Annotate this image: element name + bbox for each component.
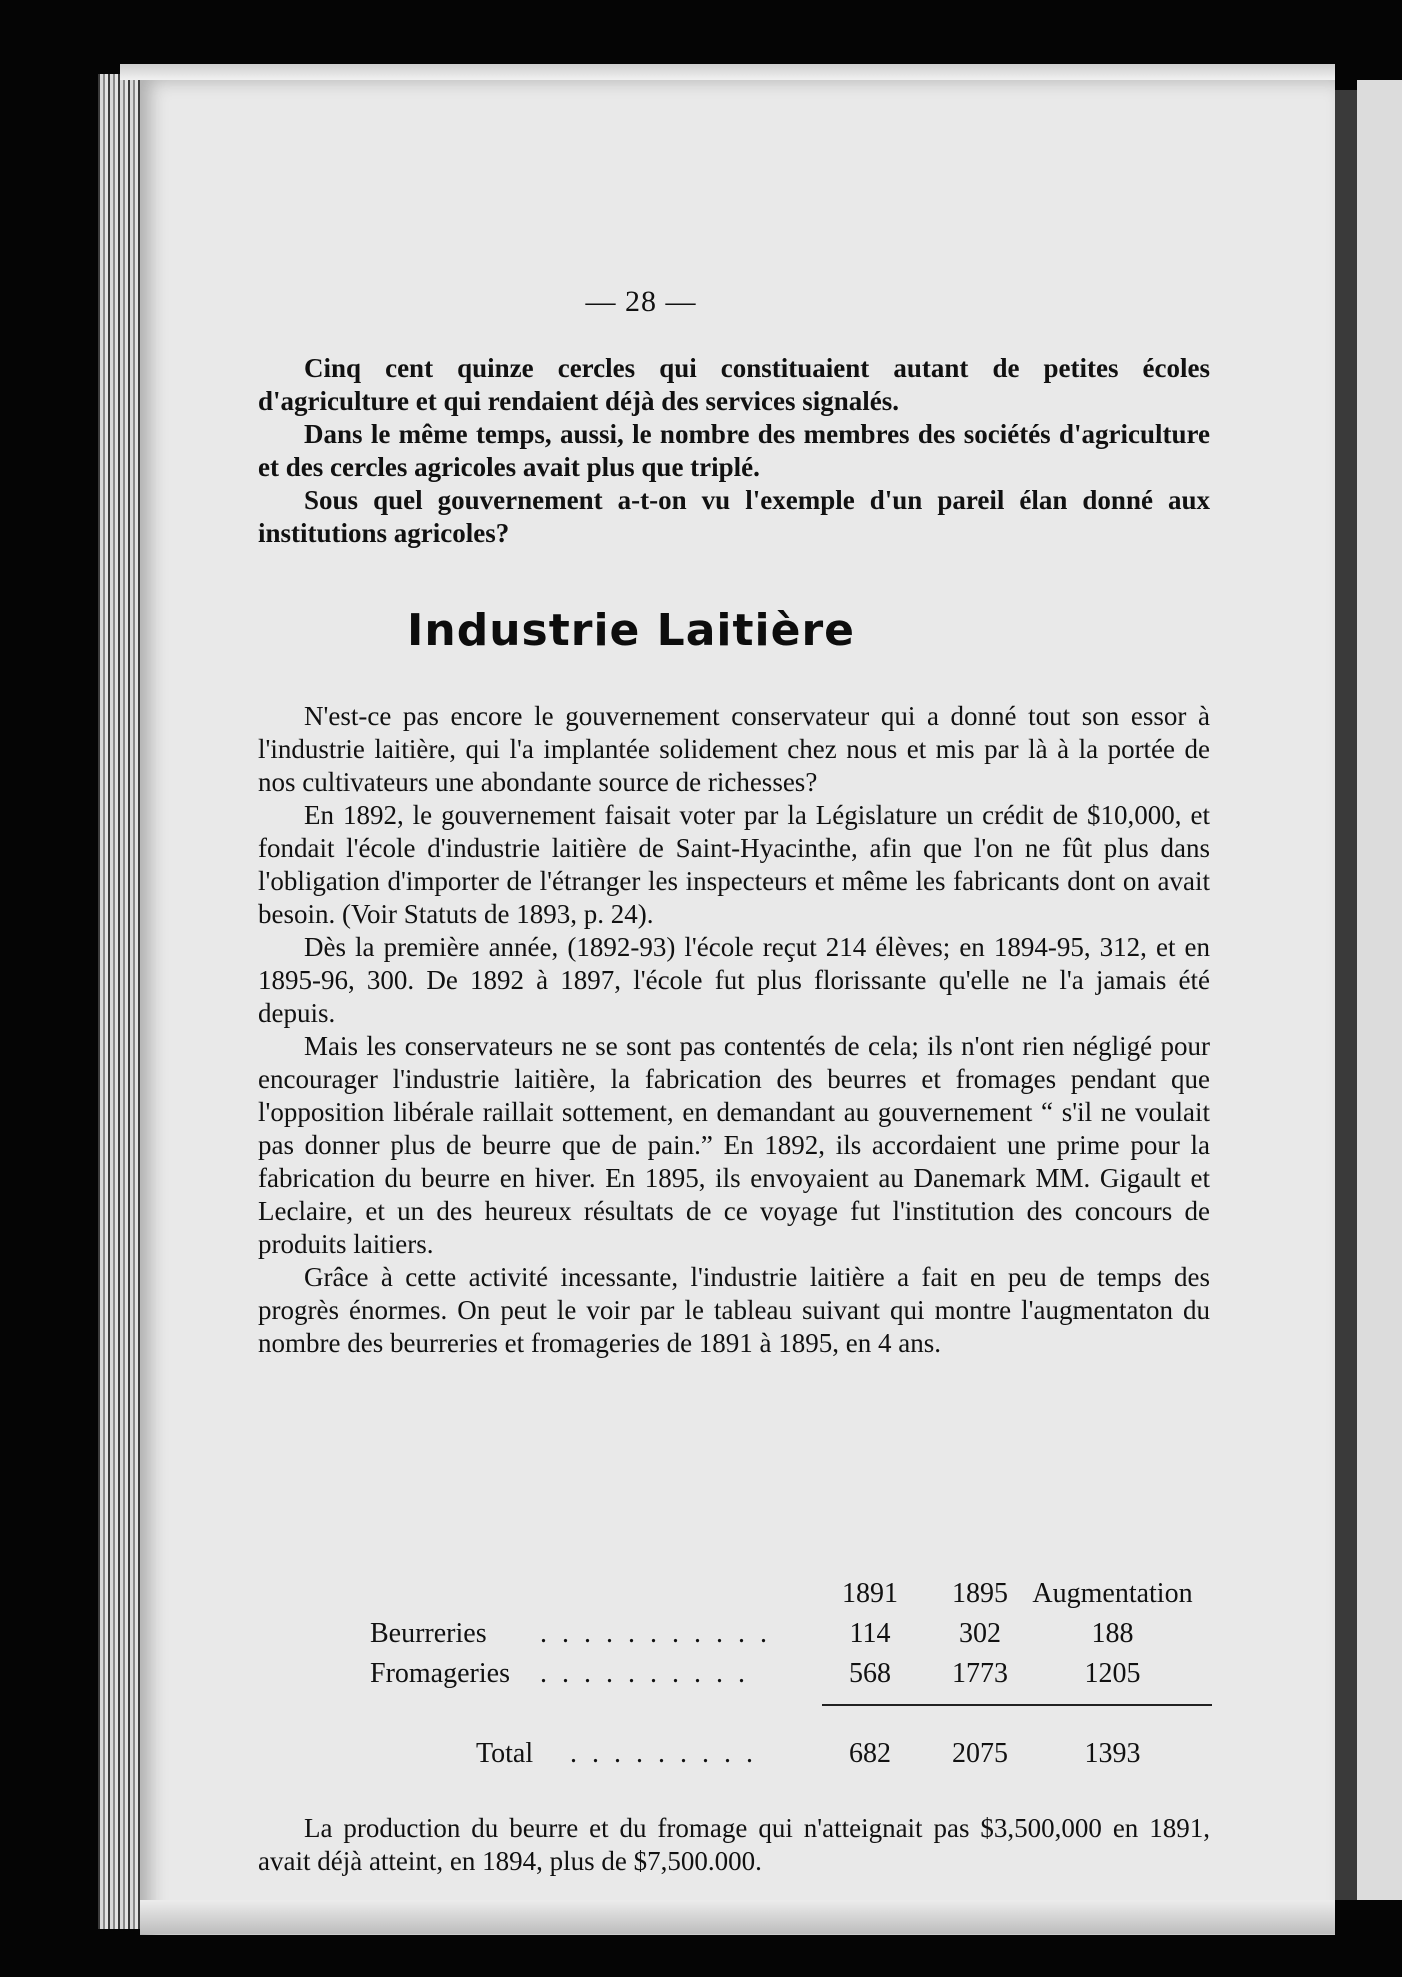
cell: 682 [849,1738,891,1769]
leader-dots: . . . . . . . . . . . [540,1618,771,1649]
paragraph: N'est-ce pas encore le gouvernement conservateur qui a donné tout son essor à l'industrie laitière, qui l'a implantée solidement chez nous et mis par là à la portée de nos cultivateurs une abondante source de richesses? [258,701,1210,797]
table-header-row [370,1578,1230,1618]
leader-dots: . . . . . . . . . . [540,1658,749,1689]
statistics-table [370,1578,1230,1769]
column-header: Augmentation [1032,1578,1193,1609]
cell: 302 [959,1618,1001,1649]
row-label: Beurreries [370,1618,487,1649]
facing-page-edge [1357,80,1402,1900]
paragraph: Mais les conservateurs ne se sont pas contentés de cela; ils n'ont rien négligé pour encourager l'industrie laitière, la fabrication des beurres et fromages pendant que l'opposition libérale raillait sottement, en demandant au gouvernement “ s'il ne voulait pas donner plus de beurre que de pain.” En 1892, ils accordaient une prime pour la fabrication du beurre en hiver. En 1895, ils envoyaient au Danemark MM. Gigault et Leclaire, et un des heureux résultats de ce voyage fut l'institution des concours de produits laitiers. [258,1031,1210,1259]
cell: 568 [849,1658,891,1689]
paragraph: Dès la première année, (1892-93) l'école reçut 214 élèves; en 1894-95, 312, et en 1895-96, 300. De 1892 à 1897, l'école fut plus florissante qu'elle ne l'a jamais été depuis. [258,932,1210,1028]
paragraph: Dans le même temps, aussi, le nombre des membres des sociétés d'agriculture et des cercles agricoles avait plus que triplé. [258,419,1210,482]
total-rule [822,1704,1212,1706]
closing-paragraph [258,1812,1210,1878]
cell: 1205 [1084,1658,1141,1689]
body-paragraphs [258,700,1210,1360]
cell: 1393 [1084,1738,1141,1769]
column-header: 1891 [842,1578,898,1609]
column-header: 1895 [952,1578,1008,1609]
section-heading: Industrie Laitière [407,605,855,656]
paragraph: Cinq cent quinze cercles qui constituaient autant de petites écoles d'agriculture et qui rendaient déjà des services signalés. [258,353,1210,416]
cell: 1773 [952,1658,1008,1689]
table-row [370,1658,1230,1698]
cell: 114 [849,1618,891,1649]
intro-paragraphs [258,352,1210,550]
row-label: Fromageries [370,1658,510,1689]
paragraph: La production du beurre et du fromage qui n'atteignait pas $3,500,000 en 1891, avait déjà atteint, en 1894, plus de $7,500.000. [258,1813,1210,1876]
table-row [370,1618,1230,1658]
total-label: Total [476,1738,534,1769]
page-number: — 28 — [585,285,697,318]
paragraph: Grâce à cette activité incessante, l'industrie laitière a fait en peu de temps des progrès énormes. On peut le voir par le tableau suivant qui montre l'augmentaton du nombre des beurreries et fromageries de 1891 à 1895, en 4 ans. [258,1262,1210,1358]
table-total-row [370,1738,1230,1778]
cell: 2075 [952,1738,1008,1769]
cell: 188 [1091,1618,1134,1649]
leader-dots: . . . . . . . . . [570,1738,757,1769]
paragraph: En 1892, le gouvernement faisait voter par la Législature un crédit de $10,000, et fondait l'école d'industrie laitière de Saint-Hyacinthe, afin que l'on ne fût plus dans l'obligation d'importer de l'étranger les inspecteurs et même les fabricants dont on avait besoin. (Voir Statuts de 1893, p. 24). [258,800,1210,929]
paragraph: Sous quel gouvernement a-t-on vu l'exemple d'un pareil élan donné aux institutions agricoles? [258,485,1210,548]
book-binding [1335,90,1357,1900]
page-top-edge [120,64,1335,80]
page-bottom-edge [140,1900,1335,1934]
